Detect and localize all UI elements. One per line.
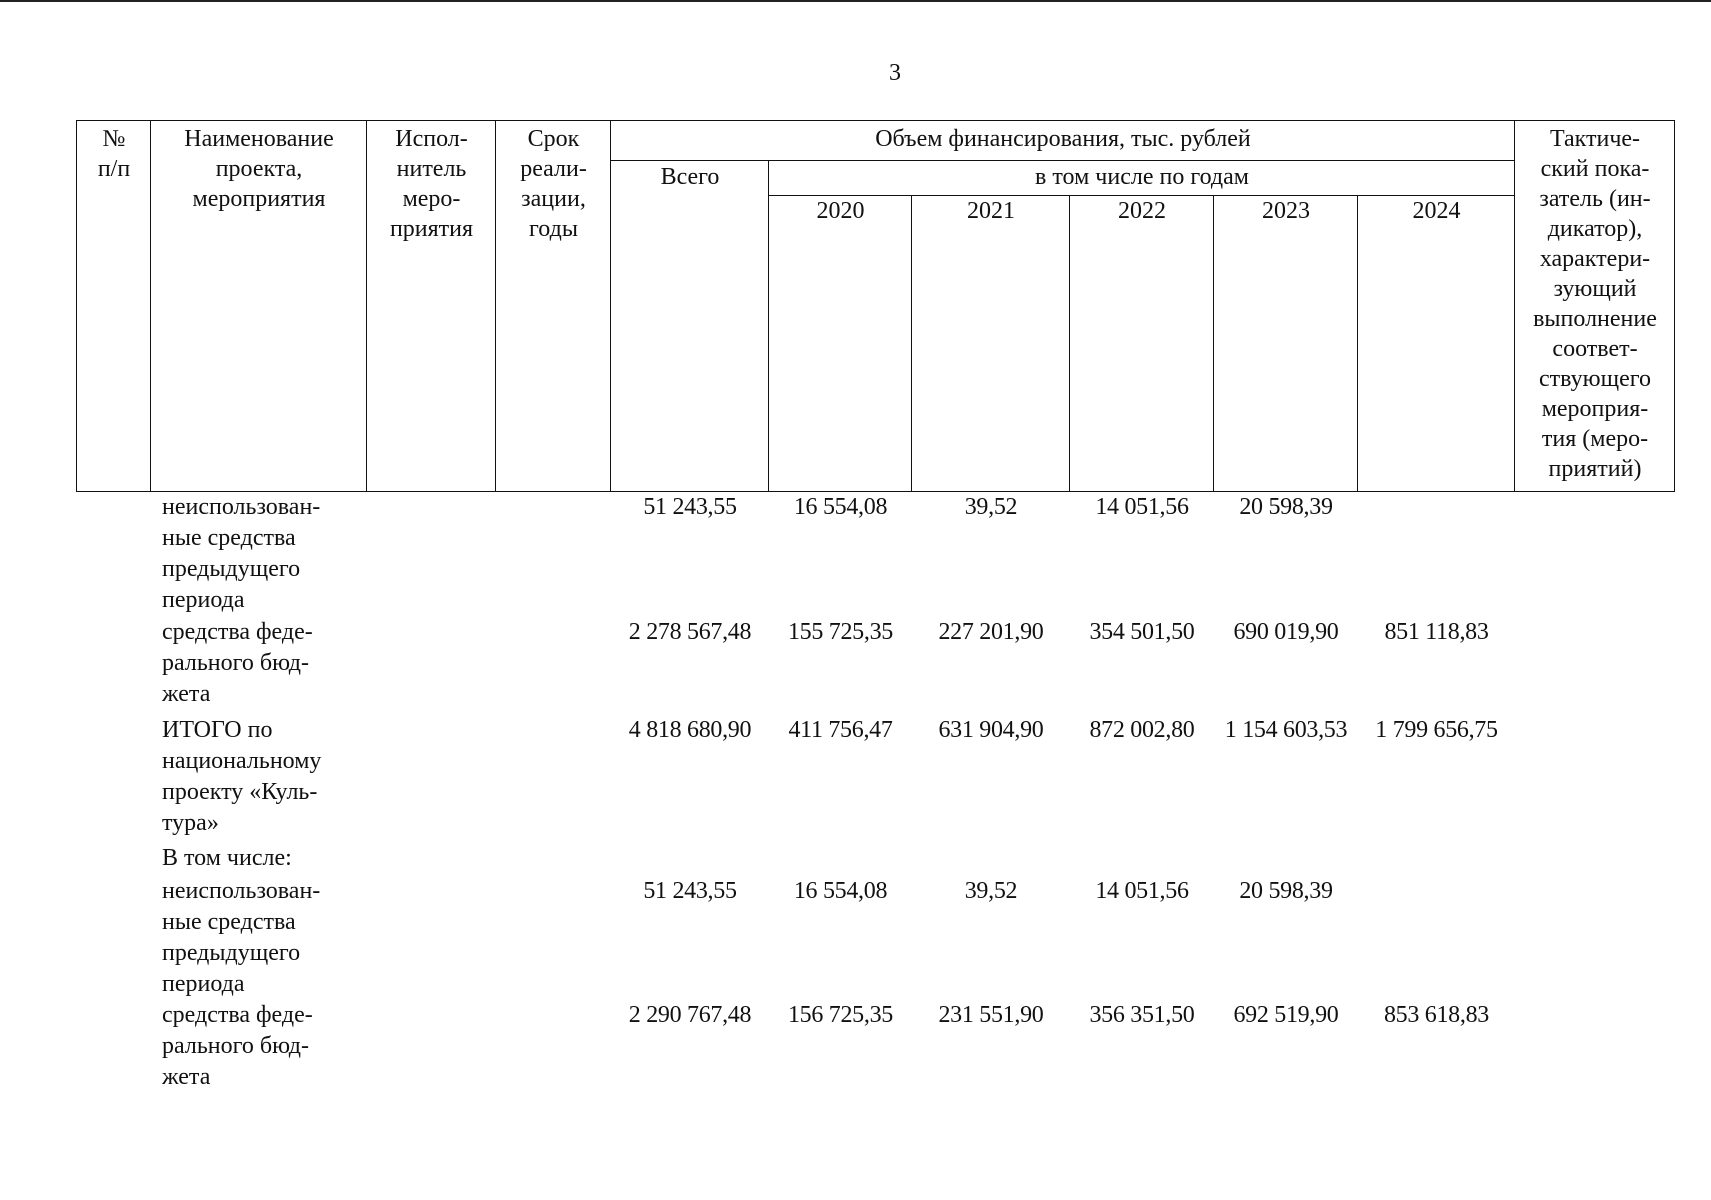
- row-value-2022: 872 002,80: [1089, 717, 1195, 743]
- row-value-2020: 156 725,35: [787, 1002, 893, 1028]
- row-value-2020: 155 725,35: [787, 619, 893, 645]
- row-value-2023: 692 519,90: [1233, 1002, 1339, 1028]
- row-value-2023: 20 598,39: [1239, 494, 1333, 520]
- row-value-2022: 354 501,50: [1089, 619, 1195, 645]
- row-value-2021: 39,52: [964, 878, 1018, 904]
- row-value-2020: 16 554,08: [793, 878, 888, 904]
- row-value-2021: 231 551,90: [938, 1002, 1044, 1028]
- header-num: № п/п: [97, 126, 131, 182]
- row-total: 51 243,55: [643, 494, 737, 520]
- header-name: Наименование проекта, мероприятия: [184, 126, 334, 212]
- row-label: ИТОГО по национальному проекту «Куль- тура»: [162, 717, 322, 836]
- header-indicator: Тактиче- ский пока- затель (ин- дикатор), характери- зующий выполнение соответ- ствующего мероприя- тия (меро- приятий): [1533, 126, 1657, 482]
- page-number: 3: [889, 60, 901, 86]
- row-value-2024: 851 118,83: [1384, 619, 1489, 645]
- row-value-2020: 411 756,47: [788, 717, 893, 743]
- header-by-years: в том числе по годам: [1035, 164, 1249, 190]
- row-value-2021: 227 201,90: [938, 619, 1044, 645]
- row-value-2022: 356 351,50: [1089, 1002, 1195, 1028]
- header-year-2022: 2022: [1118, 198, 1166, 224]
- row-value-2021: 631 904,90: [938, 717, 1044, 743]
- row-value-2022: 14 051,56: [1095, 494, 1189, 520]
- page-top-border: [0, 0, 1711, 2]
- row-value-2024: 1 799 656,75: [1375, 717, 1498, 743]
- row-label: неиспользован- ные средства предыдущего периода: [162, 878, 321, 997]
- header-term: Срок реали- зации, годы: [520, 126, 587, 242]
- row-label: неиспользован- ные средства предыдущего периода: [162, 494, 321, 613]
- row-total: 2 290 767,48: [628, 1002, 752, 1028]
- header-year-2023: 2023: [1262, 198, 1310, 224]
- header-year-2021: 2021: [967, 198, 1015, 224]
- header-year-2024: 2024: [1412, 198, 1461, 224]
- header-total: Всего: [660, 164, 720, 190]
- row-label: средства феде- рального бюд- жета: [162, 619, 313, 707]
- row-label: В том числе:: [162, 845, 292, 871]
- row-total: 51 243,55: [643, 878, 737, 904]
- row-value-2023: 1 154 603,53: [1224, 717, 1348, 743]
- header-funding: Объем финансирования, тыс. рублей: [875, 126, 1251, 152]
- row-total: 2 278 567,48: [628, 619, 752, 645]
- row-value-2024: 853 618,83: [1383, 1002, 1489, 1028]
- row-value-2023: 20 598,39: [1239, 878, 1333, 904]
- row-value-2021: 39,52: [964, 494, 1018, 520]
- row-label: средства феде- рального бюд- жета: [162, 1002, 313, 1090]
- row-value-2020: 16 554,08: [793, 494, 888, 520]
- header-year-2020: 2020: [816, 198, 865, 224]
- row-total: 4 818 680,90: [628, 717, 752, 743]
- header-executor: Испол- нитель меро- приятия: [389, 126, 474, 242]
- row-value-2023: 690 019,90: [1233, 619, 1339, 645]
- row-value-2022: 14 051,56: [1095, 878, 1189, 904]
